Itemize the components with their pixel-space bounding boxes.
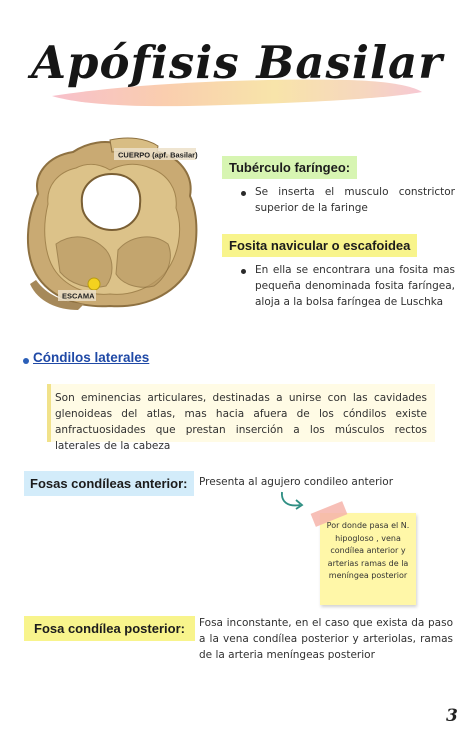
page-number: 3	[446, 706, 458, 726]
fosa-posterior-description: Fosa inconstante, en el caso que exista da paso a la vena condílea posterior y arteriolas, ramas de la arteria meníngeas posterior	[199, 617, 453, 661]
tuberculo-description: Se inserta el musculo constrictor superior de la faringe	[255, 186, 455, 214]
condilos-description: Son eminencias articulares, destinadas a unirse con las cavidades glenoideas del atlas, mas hacia afuera de los cóndilos existe anfractuosidades que prestan inserción a los músculos rectos laterales de la cabeza	[55, 392, 427, 452]
fosa-posterior-heading: Fosa condílea posterior:	[24, 616, 195, 641]
fosas-anterior-description: Presenta al agujero condileo anterior	[199, 476, 394, 488]
bullet-dot	[241, 191, 246, 196]
page-title: Apófisis Basilar	[31, 36, 443, 89]
sticky-note-text: Por donde pasa el N. hipogloso , vena condílea anterior y arterias ramas de la meníngea posterior	[326, 521, 410, 580]
bullet-dot	[23, 358, 29, 364]
figure-label-cuerpo: CUERPO (apf. Basilar)	[118, 150, 198, 160]
curved-arrow-icon	[278, 490, 308, 512]
tuberculo-heading: Tubérculo faríngeo:	[222, 156, 357, 179]
fosita-heading: Fosita navicular o escafoidea	[222, 234, 417, 257]
fosita-description: En ella se encontrara una fosita mas pequeña denominada fosita faríngea, aloja a la bolsa faríngea de Luschka	[255, 264, 455, 308]
condilos-heading: Cóndilos laterales	[33, 350, 150, 365]
fosas-anterior-heading: Fosas condíleas anterior:	[24, 471, 194, 496]
occipital-basilar-illustration	[18, 134, 204, 312]
figure-label-escama: ESCAMA	[62, 291, 95, 301]
bullet-dot	[241, 269, 246, 274]
